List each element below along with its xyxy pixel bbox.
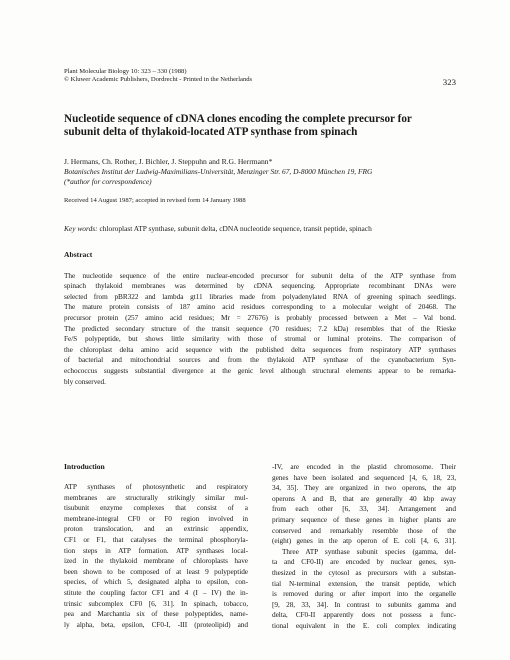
right-column-line: (eight) genes in the atp operon of E. coli [4, 6, 31].: [272, 536, 456, 546]
affiliation: [64, 167, 456, 187]
abstract-line: selected from pBR322 and lambda gt11 libraries made from polyadenylated RNA of greening spinach seedlings.: [64, 291, 456, 301]
right-column-line: conserved and remarkably resemble those of the: [272, 525, 456, 535]
right-column-line: 34, 35]. They are organized in two operons, the atp: [272, 483, 456, 493]
right-column-line: genes have been isolated and sequenced [4, 6, 18, 23,: [272, 472, 456, 482]
left-column-line: tisubunit enzyme complexes that consist of a: [64, 503, 248, 513]
keywords: [64, 224, 456, 234]
received-dates: Received 14 August 1987; accepted in revised form 14 January 1988: [64, 196, 246, 204]
abstract-line: echococcus suggests substantial divergence at the genic level although structural elements appear to be remarka-: [64, 365, 456, 375]
left-column-line: proton translocation, and an extrinsic appendix,: [64, 524, 248, 534]
abstract-line: precursor protein (257 amino acid residues; Mr = 27676) is probably processed between a Met – Val bond.: [64, 312, 456, 322]
correspondence-note: (*author for correspondence): [64, 176, 152, 186]
left-column-line: trinsic subcomplex CF0 [6, 31]. In spinach, tobacco,: [64, 598, 248, 608]
publisher-line: © Kluwer Academic Publishers, Dordrecht - Printed in the Netherlands: [64, 76, 253, 84]
right-column-line: thesized in the cytosol as precursors with a substan-: [272, 567, 456, 577]
abstract-heading: Abstract: [64, 249, 93, 259]
abstract-line: spinach thylakoid membranes was determined by cDNA sequencing. Appropriate recombinant DNAs were: [64, 281, 456, 291]
left-column-line: tion steps in ATP formation. ATP synthases local-: [64, 545, 248, 555]
abstract-line: of bacterial and mitochondrial sources and from the thylakoid ATP synthase of the cyanobacterium Syn-: [64, 355, 456, 365]
left-column-line: membranes are structurally strikingly similar mul-: [64, 492, 248, 502]
left-column-line: been shown to be composed of at least 9 polypeptide: [64, 566, 248, 576]
left-column-line: ly alpha, beta, epsilon, CF0-I, -III (proteolipid) and: [64, 619, 248, 629]
left-column-line: ized in the thylakoid membrane of chloroplasts have: [64, 556, 248, 566]
journal-header: [64, 68, 456, 85]
affiliation-line-1: Botanisches Institut der Ludwig-Maximilians-Universität, Menzinger Str. 67, D-8000 München 19, FRG: [64, 167, 373, 176]
left-column-line: stitute the coupling factor CF1 and 4 (I – IV) the in-: [64, 587, 248, 597]
left-column-line: pea and Marchantia six of these polypeptides, name-: [64, 609, 248, 619]
keywords-text: chloroplast ATP synthase, subunit delta, cDNA nucleotide sequence, transit peptide, spinach: [99, 224, 372, 233]
journal-citation: Plant Molecular Biology 10: 323 – 330 (1988): [64, 68, 187, 75]
left-column-line: membrane-integral CF0 or F0 region involved in: [64, 513, 248, 523]
left-column-line: ATP synthases of photosynthetic and respiratory: [64, 482, 248, 491]
introduction-heading: Introduction: [64, 462, 105, 471]
abstract-line: The predicted secondary structure of the transit sequence (70 residues; 7.2 kDa) resembles that of the Rieske: [64, 323, 456, 333]
left-column-line: species, of which 5, designated alpha to epsilon, con-: [64, 577, 248, 587]
page-number: 323: [442, 77, 456, 87]
abstract-line: The mature protein consists of 187 amino acid residues corresponding to a molecular weight of 20468. The: [64, 302, 456, 312]
left-column: [64, 462, 248, 630]
right-column-line: [9, 28, 33, 34]. In contrast to subunits gamma and: [272, 599, 456, 609]
right-column-line: delta, CF0-II apparently does not possess a func-: [272, 610, 456, 620]
right-column-line: -IV, are encoded in the plastid chromosome. Their: [272, 462, 456, 471]
author-list: J. Hermans, Ch. Rother, J. Bichler, J. Steppuhn and R.G. Herrmann*: [64, 157, 273, 166]
right-column-line: is removed during or after import into the organelle: [272, 589, 456, 599]
right-column: [272, 462, 456, 632]
abstract-line: The nucleotide sequence of the entire nuclear-encoded precursor for subunit delta of the ATP synthase from: [64, 270, 456, 280]
right-column-line: tional equivalent in the E. coli complex indicating: [272, 620, 456, 630]
article-title: [64, 113, 456, 140]
right-column-line: from each other [6, 33, 34]. Arrangement and: [272, 504, 456, 514]
paper-page: [64, 68, 456, 630]
abstract-line: the chloroplast delta amino acid sequence with the published delta sequences from respiratory ATP synthases: [64, 344, 456, 354]
right-column-line: primary sequence of these genes in higher plants are: [272, 514, 456, 524]
right-column-line: tial N-terminal extension, the transit peptide, which: [272, 578, 456, 588]
abstract-body: [64, 271, 456, 388]
right-column-line: ta and CF0-II) are encoded by nuclear genes, syn-: [272, 557, 456, 567]
title-line-2: subunit delta of thylakoid-located ATP synthase from spinach: [64, 126, 358, 139]
abstract-line: bly conserved.: [64, 376, 106, 386]
right-column-line: operons A and B, that are generally 40 kbp away: [272, 493, 456, 503]
abstract-line: Fe/S polypeptide, but shows little similarity with those of stromal or luminal proteins. The comparison of: [64, 334, 456, 344]
title-line-1: Nucleotide sequence of cDNA clones encoding the complete precursor for: [64, 112, 412, 125]
keywords-label: Key words:: [64, 224, 98, 233]
right-column-line: Three ATP synthase subunit species (gamma, del-: [282, 546, 456, 556]
left-column-line: CF1 or F1, that catalyses the terminal phosphoryla-: [64, 534, 248, 544]
